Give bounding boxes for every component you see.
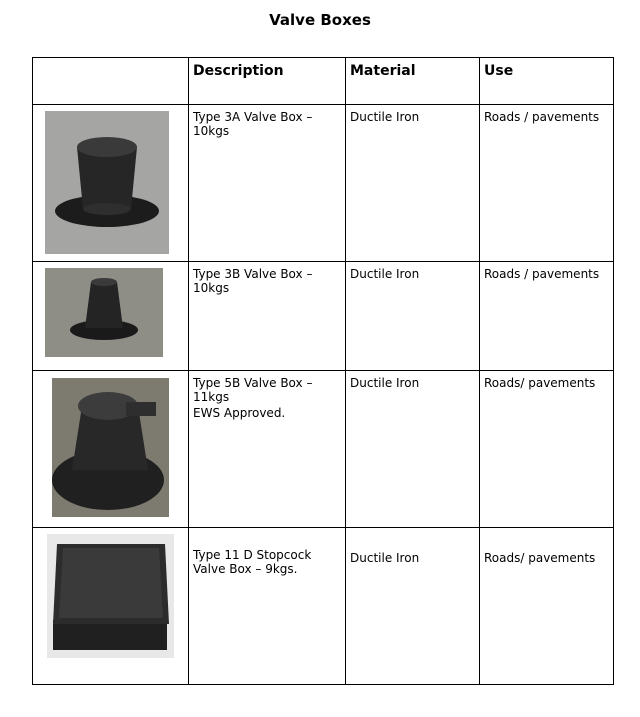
header-description: Description [189,58,346,105]
type-5b-valve-box-photo [52,378,169,517]
description-cell [189,105,346,262]
header-row [33,58,614,105]
header-material: Material [346,58,480,105]
material-cell: Ductile Iron [346,262,480,371]
approval-note: EWS Approved. [193,406,286,420]
type-3b-valve-box-photo [45,268,163,357]
image-cell [33,528,189,685]
description-text: Type 3B Valve Box – 10kgs [193,267,313,295]
header-image [33,58,189,105]
description-text: Type 11 D Stopcock Valve Box – 9kgs. [193,548,312,576]
type-3a-valve-box-photo [45,111,169,254]
image-cell [33,105,189,262]
use-cell: Roads / pavements [480,105,614,262]
table-row [33,528,614,685]
description-cell [189,528,346,685]
valve-box-table [32,57,614,685]
table-row [33,262,614,371]
type-11d-stopcock-photo [47,534,174,658]
description-text: Type 5B Valve Box – 11kgs [193,376,313,404]
description-cell [189,371,346,528]
material-cell: Ductile Iron [346,528,480,685]
table-row [33,105,614,262]
page-title: Valve Boxes [269,11,371,29]
use-cell: Roads/ pavements [480,371,614,528]
header-use: Use [480,58,614,105]
use-cell: Roads / pavements [480,262,614,371]
image-cell [33,371,189,528]
image-cell [33,262,189,371]
use-cell: Roads/ pavements [480,528,614,685]
material-cell: Ductile Iron [346,371,480,528]
material-cell: Ductile Iron [346,105,480,262]
table-row [33,371,614,528]
description-cell [189,262,346,371]
description-text: Type 3A Valve Box – 10kgs [193,110,313,138]
